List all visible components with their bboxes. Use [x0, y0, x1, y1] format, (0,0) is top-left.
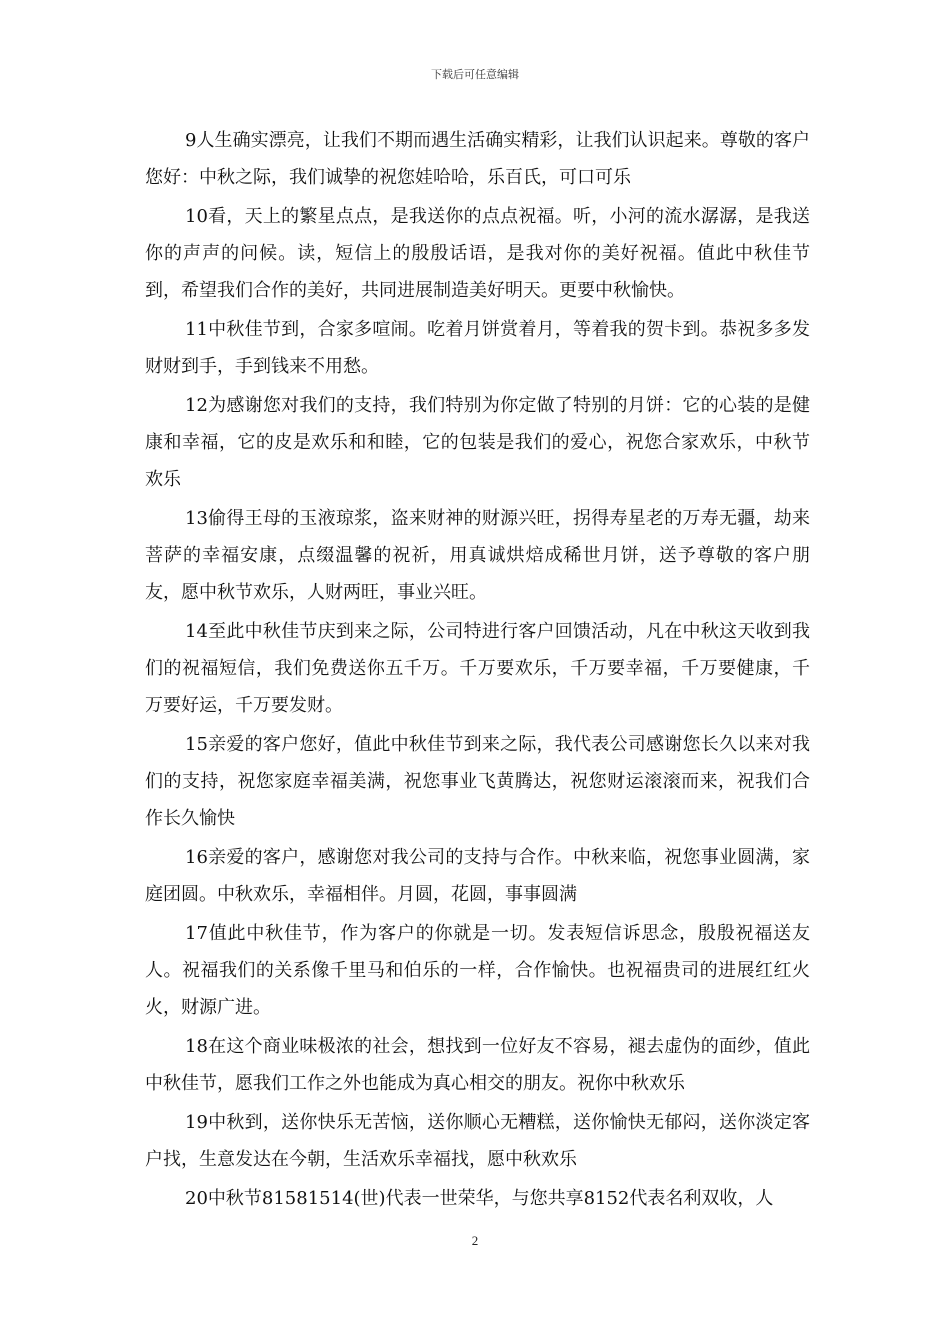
- paragraph-13: 13偷得王母的玉液琼浆，盗来财神的财源兴旺，拐得寿星老的万寿无疆，劫来菩萨的幸福安康，点缀温馨的祝祈，用真诚烘焙成稀世月饼，送予尊敬的客户朋友，愿中秋节欢乐，人财两旺，事业兴旺。: [145, 508, 810, 603]
- paragraph-10: 10看，天上的繁星点点，是我送你的点点祝福。听，小河的流水潺潺，是我送你的声声的问候。读，短信上的殷殷话语，是我对你的美好祝福。值此中秋佳节到，希望我们合作的美好，共同进展制造美好明天。更要中秋愉快。: [145, 206, 810, 301]
- paragraph-14: 14至此中秋佳节庆到来之际，公司特进行客户回馈活动，凡在中秋这天收到我们的祝福短信，我们免费送你五千万。千万要欢乐，千万要幸福，千万要健康，千万要好运，千万要发财。: [145, 621, 810, 716]
- paragraph-15: 15亲爱的客户您好，值此中秋佳节到来之际，我代表公司感谢您长久以来对我们的支持，祝您家庭幸福美满，祝您事业飞黄腾达，祝您财运滚滚而来，祝我们合作长久愉快: [145, 734, 810, 829]
- document-body: [145, 122, 810, 1219]
- paragraph-16: 16亲爱的客户，感谢您对我公司的支持与合作。中秋来临，祝您事业圆满，家庭团圆。中秋欢乐，幸福相伴。月圆，花圆，事事圆满: [145, 847, 810, 905]
- page-number: 2: [471, 1233, 479, 1248]
- paragraph-17: 17值此中秋佳节，作为客户的你就是一切。发表短信诉思念，殷殷祝福送友人。祝福我们的关系像千里马和伯乐的一样，合作愉快。也祝福贵司的进展红红火火，财源广进。: [145, 923, 810, 1018]
- paragraph-18: 18在这个商业味极浓的社会，想找到一位好友不容易，褪去虚伪的面纱，值此中秋佳节，愿我们工作之外也能成为真心相交的朋友。祝你中秋欢乐: [145, 1036, 810, 1094]
- paragraph-11: 11中秋佳节到，合家多喧闹。吃着月饼赏着月，等着我的贺卡到。恭祝多多发财财到手，手到钱来不用愁。: [145, 319, 810, 377]
- paragraph-19: 19中秋到，送你快乐无苦恼，送你顺心无糟糕，送你愉快无郁闷，送你淡定客户找，生意发达在今朝，生活欢乐幸福找，愿中秋欢乐: [145, 1112, 810, 1170]
- paragraph-20: 20中秋节81581514(世)代表一世荣华，与您共享8152代表名利双收，人: [185, 1188, 774, 1209]
- page-header: 下载后可任意编辑: [431, 68, 519, 81]
- paragraph-12: 12为感谢您对我们的支持，我们特别为你定做了特别的月饼：它的心装的是健康和幸福，它的皮是欢乐和和睦，它的包装是我们的爱心，祝您合家欢乐，中秋节欢乐: [145, 395, 810, 490]
- paragraph-9: 9人生确实漂亮，让我们不期而遇生活确实精彩，让我们认识起来。尊敬的客户您好：中秋之际，我们诚挚的祝您娃哈哈，乐百氏，可口可乐: [145, 130, 810, 188]
